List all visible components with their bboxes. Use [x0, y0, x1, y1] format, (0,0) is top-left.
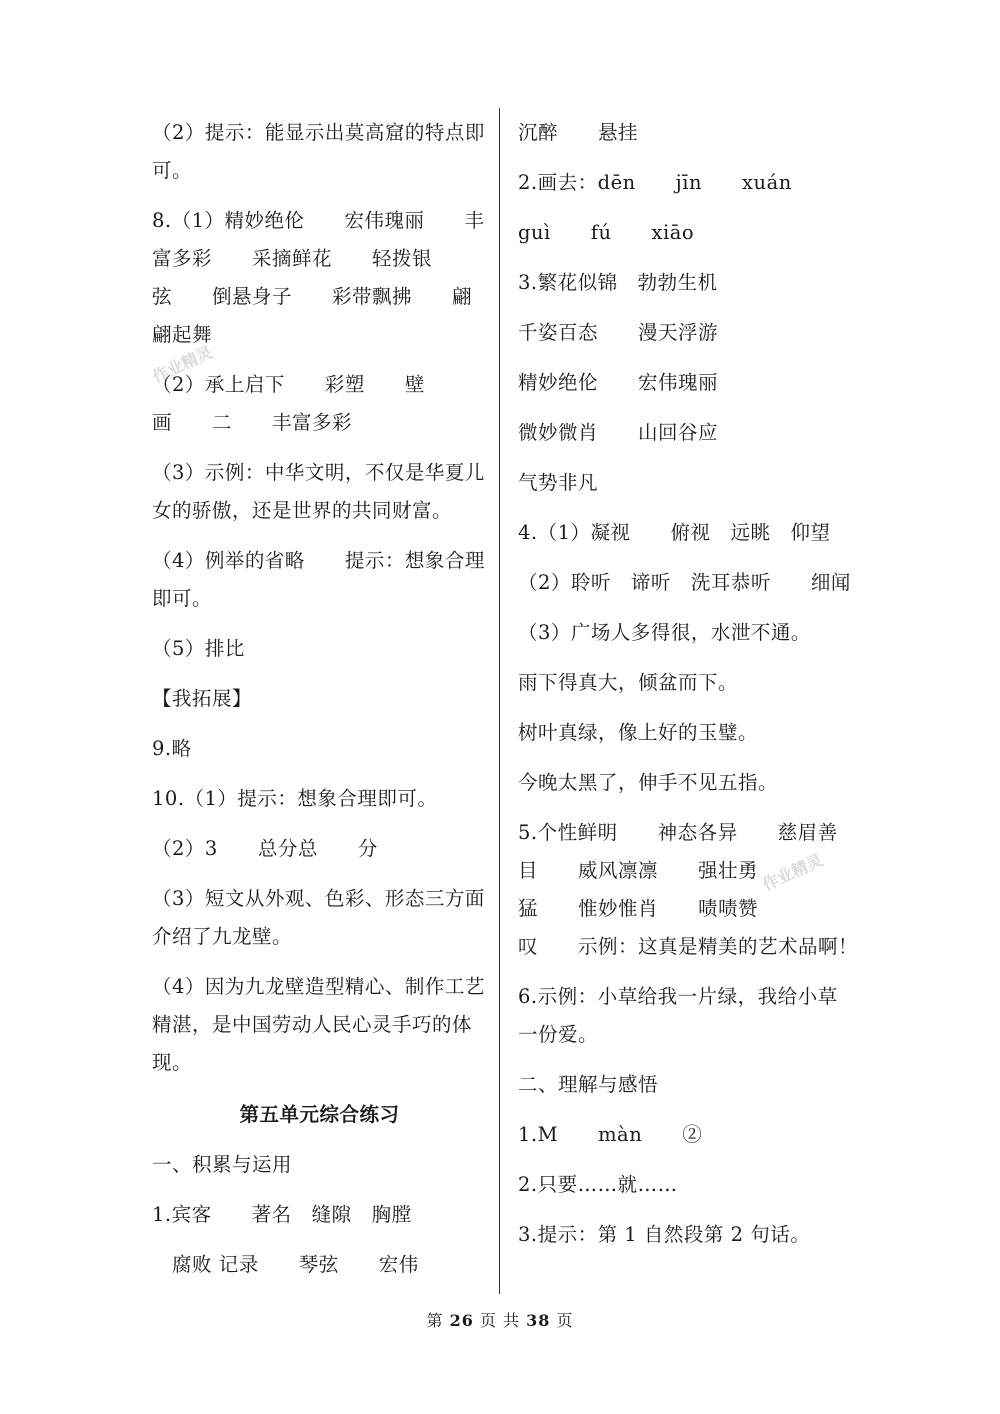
right-line-1: 沉醉 悬挂	[518, 121, 639, 144]
right-line-2: 2.画去：dēn jīn xuán	[518, 171, 792, 194]
watermark: 作业精灵	[759, 850, 826, 895]
right-line-8: 气势非凡	[518, 471, 599, 494]
left-line-16: 10.（1）提示：想象合理即可。	[152, 787, 438, 810]
left-line-2: 可。	[152, 159, 193, 182]
left-line-13: （5）排比	[152, 637, 245, 660]
right-line-22: 1.M màn ②	[518, 1123, 703, 1146]
watermark: 作业精灵	[149, 342, 216, 387]
right-line-3: guì fú xiāo	[518, 221, 695, 244]
right-line-20: 一份爱。	[518, 1023, 599, 1046]
right-line-15: 5.个性鲜明 神态各异 慈眉善	[518, 821, 838, 844]
left-line-19: 介绍了九龙壁。	[152, 925, 293, 948]
left-line-26: 腐败 记录 琴弦 宏伟	[152, 1253, 419, 1276]
section-title: 第五单元综合练习	[239, 1103, 400, 1126]
left-line-11: （4）例举的省略 提示：想象合理	[152, 549, 485, 572]
right-line-11: （3）广场人多得很，水泄不通。	[518, 621, 811, 644]
right-line-5: 千姿百态 漫天浮游	[518, 321, 719, 344]
right-line-6: 精妙绝伦 宏伟瑰丽	[518, 371, 719, 394]
footer-mid: 页 共	[479, 1311, 521, 1330]
right-line-23: 2.只要……就……	[518, 1173, 678, 1196]
left-line-24: 一、积累与运用	[152, 1153, 293, 1176]
right-line-16: 目 威风凛凛 强壮勇	[518, 859, 759, 882]
page-footer	[0, 1308, 1000, 1331]
right-line-10: （2）聆听 谛听 洗耳恭听 细闻	[518, 571, 851, 594]
footer-total-pages: 38	[526, 1311, 551, 1330]
left-line-4: 富多彩 采摘鲜花 轻拨银	[152, 247, 433, 270]
right-line-4: 3.繁花似锦 勃勃生机	[518, 271, 718, 294]
right-line-24: 3.提示：第 1 自然段第 2 句话。	[518, 1223, 811, 1246]
left-line-8: 画 二 丰富多彩	[152, 411, 353, 434]
footer-page-number: 26	[449, 1311, 474, 1330]
left-line-15: 9.略	[152, 737, 192, 760]
left-line-22: 现。	[152, 1051, 193, 1074]
right-line-12: 雨下得真大，倾盆而下。	[518, 671, 739, 694]
left-line-18: （3）短文从外观、色彩、形态三方面	[152, 887, 485, 910]
right-line-17: 猛 惟妙惟肖 啧啧赞	[518, 897, 759, 920]
left-line-20: （4）因为九龙壁造型精心、制作工艺	[152, 975, 485, 998]
right-line-19: 6.示例：小草给我一片绿，我给小草	[518, 985, 838, 1008]
left-line-25: 1.宾客 著名 缝隙 胸膛	[152, 1203, 412, 1226]
left-line-1: （2）提示：能显示出莫高窟的特点即	[152, 121, 485, 144]
left-line-12: 即可。	[152, 587, 213, 610]
left-line-7: （2）承上启下 彩塑 壁	[152, 373, 425, 396]
left-line-3: 8.（1）精妙绝伦 宏伟瑰丽 丰	[152, 209, 485, 232]
right-line-14: 今晚太黑了，伸手不见五指。	[518, 771, 779, 794]
left-line-17: （2）3 总分总 分	[152, 837, 378, 860]
right-line-21: 二、理解与感悟	[518, 1073, 659, 1096]
footer-suffix: 页	[556, 1311, 574, 1330]
left-line-9: （3）示例：中华文明，不仅是华夏儿	[152, 461, 485, 484]
right-line-9: 4.（1）凝视 俯视 远眺 仰望	[518, 521, 831, 544]
left-line-5: 弦 倒悬身子 彩带飘拂 翩	[152, 285, 473, 308]
right-line-13: 树叶真绿，像上好的玉璧。	[518, 721, 759, 744]
right-line-7: 微妙微肖 山回谷应	[518, 421, 719, 444]
left-line-10: 女的骄傲，还是世界的共同财富。	[152, 499, 453, 522]
left-line-14: 【我拓展】	[152, 687, 253, 710]
footer-prefix: 第	[426, 1311, 444, 1330]
left-line-21: 精湛，是中国劳动人民心灵手巧的体	[152, 1013, 473, 1036]
right-line-18: 叹 示例：这真是精美的艺术品啊！	[518, 935, 859, 958]
left-line-6: 翩起舞	[152, 323, 213, 346]
column-divider	[499, 108, 500, 1294]
